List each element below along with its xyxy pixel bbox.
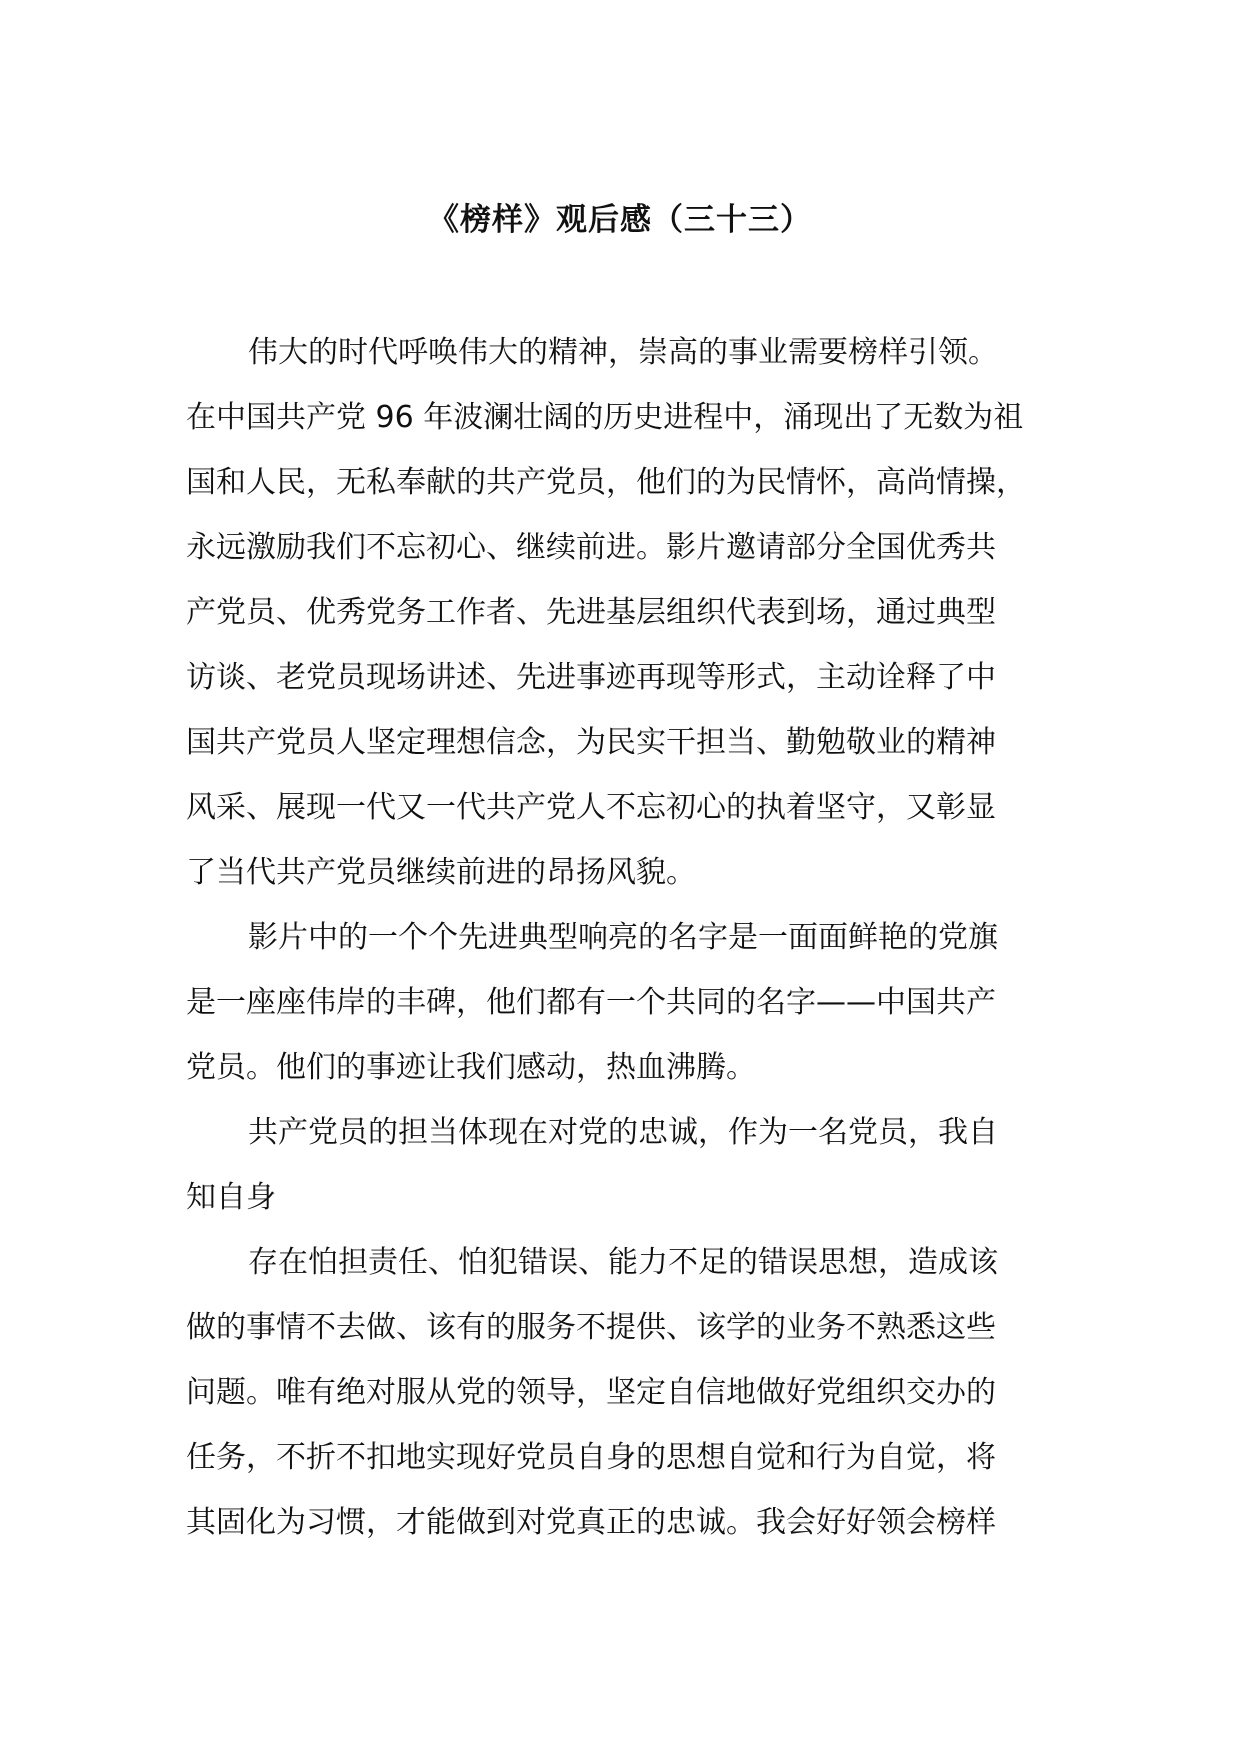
document-title: 《榜样》观后感（三十三）	[428, 202, 812, 238]
text-line: 产党员、优秀党务工作者、先进基层组织代表到场，通过典型	[186, 595, 996, 630]
text-line: 伟大的时代呼唤伟大的精神，崇高的事业需要榜样引领。	[248, 335, 998, 370]
paragraph-3	[186, 1100, 1066, 1230]
paragraph-1	[186, 320, 1066, 905]
document-body	[186, 320, 1066, 1555]
text-line: 知自身	[186, 1180, 276, 1215]
paragraph-2	[186, 905, 1066, 1100]
text-line: 永远激励我们不忘初心、继续前进。影片邀请部分全国优秀共	[186, 530, 996, 565]
text-line: 国和人民，无私奉献的共产党员，他们的为民情怀，高尚情操，	[186, 465, 1026, 500]
text-line: 党员。他们的事迹让我们感动，热血沸腾。	[186, 1050, 756, 1085]
text-line: 存在怕担责任、怕犯错误、能力不足的错误思想，造成该	[248, 1245, 998, 1280]
text-line: 在中国共产党 96 年波澜壮阔的历史进程中，涌现出了无数为祖	[186, 400, 1024, 435]
text-line: 其固化为习惯，才能做到对党真正的忠诚。我会好好领会榜样	[186, 1505, 996, 1540]
text-line: 访谈、老党员现场讲述、先进事迹再现等形式，主动诠释了中	[186, 660, 996, 695]
text-line: 做的事情不去做、该有的服务不提供、该学的业务不熟悉这些	[186, 1310, 996, 1345]
text-line: 任务，不折不扣地实现好党员自身的思想自觉和行为自觉，将	[186, 1440, 996, 1475]
text-line: 问题。唯有绝对服从党的领导，坚定自信地做好党组织交办的	[186, 1375, 996, 1410]
text-line: 共产党员的担当体现在对党的忠诚，作为一名党员，我自	[248, 1115, 998, 1150]
text-line: 了当代共产党员继续前进的昂扬风貌。	[186, 855, 696, 890]
text-line: 是一座座伟岸的丰碑，他们都有一个共同的名字——中国共产	[186, 985, 996, 1020]
text-line: 影片中的一个个先进典型响亮的名字是一面面鲜艳的党旗	[248, 920, 998, 955]
text-line: 风采、展现一代又一代共产党人不忘初心的执着坚守，又彰显	[186, 790, 996, 825]
text-line: 国共产党员人坚定理想信念，为民实干担当、勤勉敬业的精神	[186, 725, 996, 760]
paragraph-4	[186, 1230, 1066, 1555]
